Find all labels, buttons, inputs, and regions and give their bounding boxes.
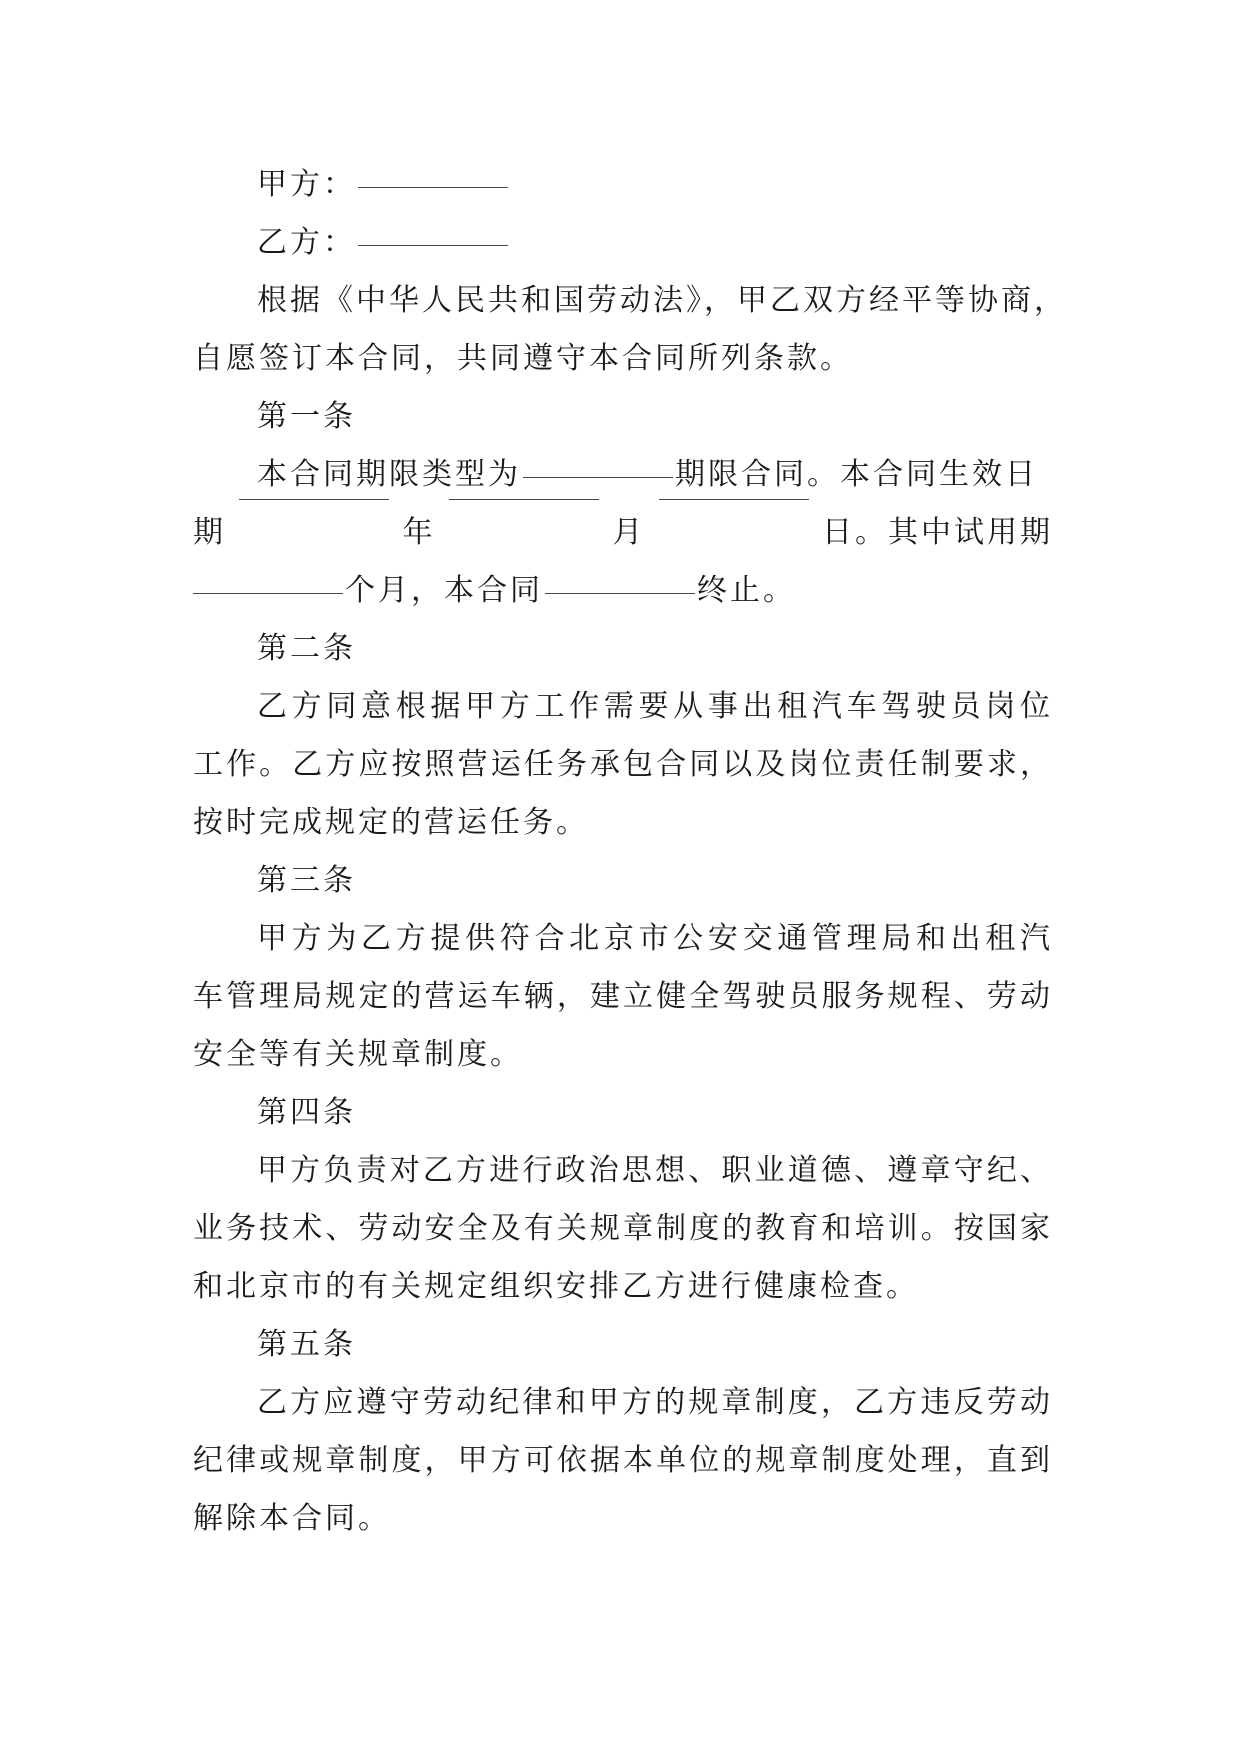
- termination-blank: [545, 592, 695, 594]
- year-blank: [239, 498, 389, 500]
- day-blank: [659, 498, 809, 500]
- article-2-line-1: 乙方同意根据甲方工作需要从事出租汽车驾驶员岗位: [257, 689, 1053, 724]
- preamble-line-1: 根据《中华人民共和国劳动法》，甲乙双方经平等协商，: [257, 283, 1067, 318]
- article-1-term-type-label: 本合同期限类型为: [257, 457, 521, 492]
- year-label: 年: [402, 515, 436, 550]
- party-b-label: 乙方：: [257, 225, 356, 260]
- preamble-line-2: 自愿签订本合同，共同遵守本合同所列条款。: [193, 341, 853, 376]
- article-5-line-3: 解除本合同。: [193, 1501, 391, 1536]
- article-4-line-3: 和北京市的有关规定组织安排乙方进行健康检查。: [193, 1269, 919, 1304]
- article-2-title: 第二条: [257, 631, 356, 666]
- article-1-line-2: [193, 504, 1053, 562]
- contract-body: [193, 156, 1067, 1548]
- article-1-line-3: [193, 562, 1053, 620]
- article-5-line-1: 乙方应遵守劳动纪律和甲方的规章制度，乙方违反劳动: [257, 1385, 1053, 1420]
- article-1-line-1: [193, 446, 1053, 504]
- term-type-blank: [523, 476, 673, 478]
- probation-months-label: 个月，本合同: [345, 573, 543, 608]
- article-2-line-3: 按时完成规定的营运任务。: [193, 805, 589, 840]
- article-1-title: 第一条: [257, 399, 356, 434]
- article-2-line-2: 工作。乙方应按照营运任务承包合同以及岗位责任制要求，: [193, 747, 1053, 782]
- party-a-label: 甲方：: [257, 167, 356, 202]
- article-3-line-2: 车管理局规定的营运车辆，建立健全驾驶员服务规程、劳动: [193, 979, 1053, 1014]
- article-5-title: 第五条: [257, 1327, 356, 1362]
- termination-label: 终止。: [697, 573, 796, 608]
- article-4-line-1: 甲方负责对乙方进行政治思想、职业道德、遵章守纪、: [257, 1153, 1053, 1188]
- article-4-line-2: 业务技术、劳动安全及有关规章制度的教育和培训。按国家: [193, 1211, 1053, 1246]
- month-label: 月: [612, 515, 646, 550]
- article-3-line-1: 甲方为乙方提供符合北京市公安交通管理局和出租汽: [257, 921, 1053, 956]
- article-3-line-3: 安全等有关规章制度。: [193, 1037, 523, 1072]
- article-1-term-type-suffix: 期限合同。本合同生效日: [675, 457, 1038, 492]
- probation-months-blank: [193, 592, 343, 594]
- article-3-title: 第三条: [257, 863, 356, 898]
- day-and-probation-label: 日。其中试用期: [821, 515, 1053, 550]
- article-1-date-prefix: 期: [193, 515, 226, 550]
- month-blank: [449, 498, 599, 500]
- party-b-line: [193, 214, 1053, 272]
- article-4-title: 第四条: [257, 1095, 356, 1130]
- party-b-blank: [358, 244, 508, 246]
- party-a-blank: [358, 186, 508, 188]
- party-a-line: [193, 156, 1053, 214]
- article-5-line-2: 纪律或规章制度，甲方可依据本单位的规章制度处理，直到: [193, 1443, 1053, 1478]
